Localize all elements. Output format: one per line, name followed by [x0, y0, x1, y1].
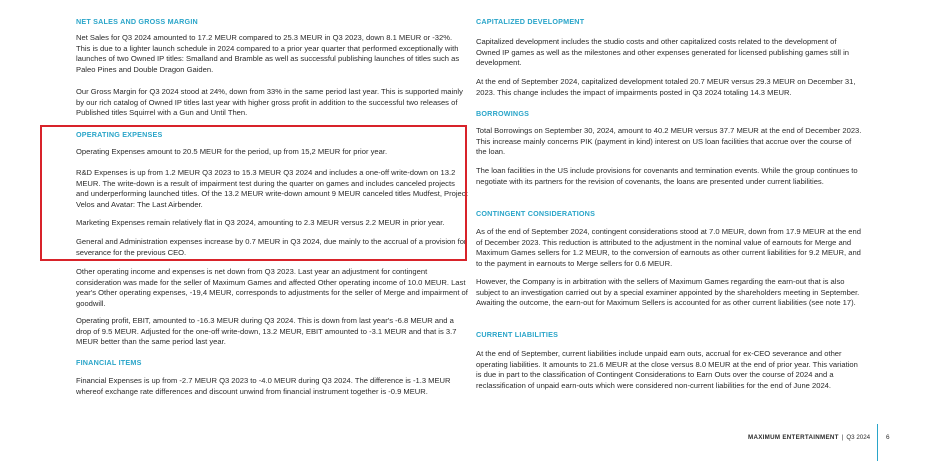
para-net-sales-1: Net Sales for Q3 2024 amounted to 17.2 MEUR compared to 25.3 MEUR in Q3 2023, down 8.1 MEUR or -32%. This is due to a lighter launch schedule in 2024 compared to a prior year quarter that performed exceptionally with launches of two Owned IP titles: Smalland and Bramble as well as successful publishing launches of titles such as Paleo Pines and Double Dragon Gaiden.: [76, 33, 460, 74]
heading-financial-items: FINANCIAL ITEMS: [76, 358, 142, 367]
para-capitalized-2: At the end of September 2024, capitalized development totaled 20.7 MEUR versus 29.3 MEUR on December 31, 2023. This change includes the impact of impairments posted in Q3 2024 totaling 14.3 MEUR.: [476, 77, 856, 97]
para-capitalized-1: Capitalized development includes the studio costs and other capitalized costs related to the development of Owned IP games as well as the milestones and other expenses generated for licensed publishing games still in development.: [476, 37, 850, 68]
para-borrowings-1: Total Borrowings on September 30, 2024, amount to 40.2 MEUR versus 37.7 MEUR at the end of December 2023. This increase mainly concerns PIK (payment in kind) interest on US loan facilities that accrue over the course of the loan.: [476, 126, 862, 157]
highlight-box: [40, 125, 467, 261]
para-contingent-1: As of the end of September 2024, contingent considerations stood at 7.0 MEUR, down from 17.9 MEUR at the end of December 2023. This reduction is attributed to the adjustment in the nominal value of earnouts for Merge and Maximum Games sellers for 1.2 MEUR, to the conversion of earnouts as other current liabilities for 9.2 MEUR, and to the payment in earnouts to Merge sellers for 0.6 MEUR.: [476, 227, 861, 268]
page-number: 6: [886, 434, 890, 441]
para-other-1: Other operating income and expenses is net down from Q3 2023. Last year an adjustment for contingent consideration was made for the seller of Maximum Games and affected Other operating income of 10.0 MEUR. Last year's Other operating expenses, -19,4 MEUR, corresponds to adjustments for the seller of Merge and impairment of goodwill.: [76, 267, 468, 308]
para-financial-1: Financial Expenses is up from -2.7 MEUR Q3 2023 to -4.0 MEUR during Q3 2024. The difference is -1.3 MEUR whereof exchange rate differences and discount unwind from financial instrument together is -0.9 MEUR.: [76, 376, 451, 396]
para-borrowings-2: The loan facilities in the US include provisions for covenants and termination events. While the group continues to negotiate with its partners for the revision of covenants, the loans are presented under current liabilities.: [476, 166, 858, 186]
para-contingent-2: However, the Company is in arbitration with the sellers of Maximum Games regarding the earn-out that is also subject to an investigation carried out by a special examiner appointed by the shareholders meeting in September. Awaiting the outcome, the earn-out for Maximum Sellers is accounted for as other current liabilities (see note 17).: [476, 277, 860, 308]
heading-capitalized-development: CAPITALIZED DEVELOPMENT: [476, 17, 585, 26]
para-opex-2: R&D Expenses is up from 1.2 MEUR Q3 2023 to 15.3 MEUR Q3 2024 and includes a one-off write-down on 13.2 MEUR. The write-down is a result of impairment test during the quarter on games and includes canceled projects and underperforming launched titles. Of the 13.2 MEUR write-down amount 9 MEUR canceled titles Mudfest, Project Velos and Avatar: The Last Airbender.: [76, 168, 468, 209]
para-other-2: Operating profit, EBIT, amounted to -16.3 MEUR during Q3 2024. This is down from last year's -6.8 MEUR and a drop of 9.5 MEUR. Adjusted for the one-off write-down, 13.2 MEUR, EBIT amounted to -3.1 MEUR and that is 3.7 MEUR better than the same period last year.: [76, 316, 457, 347]
footer-separator: |: [841, 434, 844, 441]
footer-divider: [877, 424, 878, 461]
para-opex-4: General and Administration expenses increase by 0.7 MEUR in Q3 2024, due mainly to the accrual of a provision for severance for the previous CEO.: [76, 237, 467, 257]
heading-net-sales: NET SALES AND GROSS MARGIN: [76, 17, 198, 26]
footer-brand: MAXIMUM ENTERTAINMENT: [748, 434, 839, 441]
heading-borrowings: BORROWINGS: [476, 109, 530, 118]
para-net-sales-2: Our Gross Margin for Q3 2024 stood at 24%, down from 33% in the same period last year. This is supported mainly by our rich catalog of Owned IP titles last year with higher gross profit in addition to the successful two releases of Published titles Squirrel with a Gun and Until Then.: [76, 87, 463, 118]
para-opex-1: Operating Expenses amount to 20.5 MEUR for the period, up from 15,2 MEUR for prior year.: [76, 147, 388, 156]
para-opex-3: Marketing Expenses remain relatively flat in Q3 2024, amounting to 2.3 MEUR versus 2.2 MEUR in prior year.: [76, 218, 445, 227]
heading-operating-expenses: OPERATING EXPENSES: [76, 130, 163, 139]
para-current-liabilities-1: At the end of September, current liabilities include unpaid earn outs, accrual for ex-CEO severance and other operating liabilities. It amounts to 21.6 MEUR at the close versus 8.0 MEUR at the end of prior year. This variation is due in part to the classification of Contingent Considerations to Earn Outs over the course of 2024 and a reclassification of unpaid earn-outs which were considered non-current liabilities for the end of June 2024.: [476, 349, 858, 390]
heading-current-liabilities: CURRENT LIABILITIES: [476, 330, 559, 339]
footer-period: Q3 2024: [846, 434, 871, 441]
page-footer: [748, 434, 870, 441]
heading-contingent-considerations: CONTINGENT CONSIDERATIONS: [476, 209, 596, 218]
